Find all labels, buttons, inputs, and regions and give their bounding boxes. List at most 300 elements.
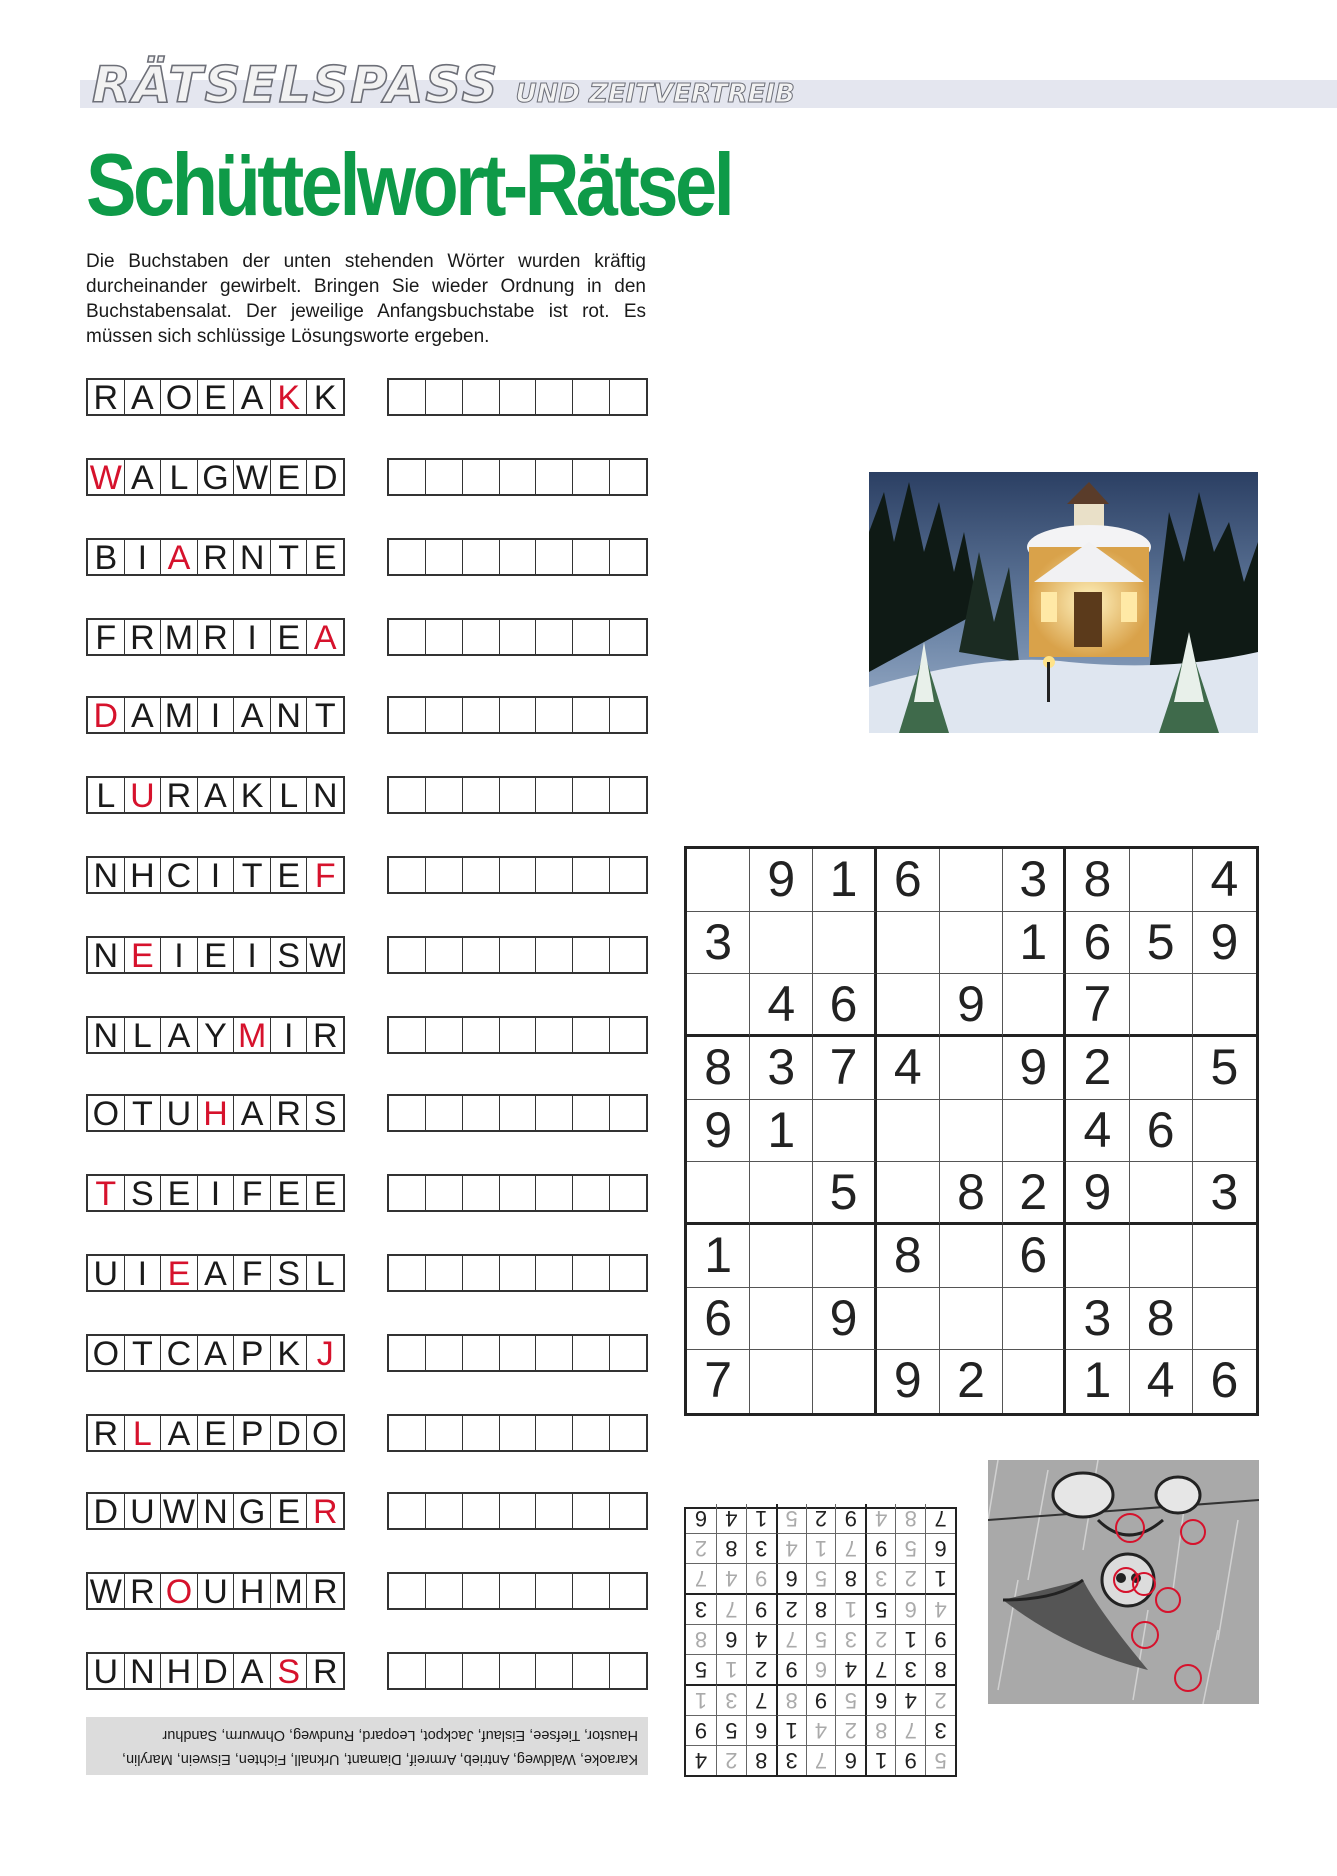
- answer-box[interactable]: [463, 858, 500, 892]
- solution-cell: 5: [925, 1745, 955, 1775]
- sudoku-cell: 7: [813, 1037, 876, 1100]
- scrambled-letter: W: [234, 460, 271, 494]
- answer-box[interactable]: [426, 1416, 463, 1450]
- solution-cell: 6: [806, 1654, 836, 1684]
- solution-cell: 9: [776, 1654, 806, 1684]
- scrambled-letter: M: [234, 1018, 271, 1052]
- scrambled-letter: N: [271, 698, 308, 732]
- scrambled-letter: E: [271, 620, 308, 654]
- answer-box[interactable]: [463, 1096, 500, 1130]
- answer-boxes[interactable]: [387, 1016, 648, 1054]
- answer-box[interactable]: [463, 1416, 500, 1450]
- answer-boxes[interactable]: [387, 1414, 648, 1452]
- scrambled-letter: A: [161, 1416, 198, 1450]
- answer-box[interactable]: [610, 1416, 646, 1450]
- answer-box[interactable]: [463, 620, 500, 654]
- sudoku-cell: 1: [1003, 912, 1066, 975]
- answer-box[interactable]: [389, 778, 426, 812]
- answer-box[interactable]: [463, 938, 500, 972]
- answer-box[interactable]: [573, 1494, 610, 1528]
- answer-boxes[interactable]: [387, 1652, 648, 1690]
- scrambled-letter: E: [198, 380, 235, 414]
- solution-cell: 1: [925, 1563, 955, 1593]
- solution-cell: 7: [686, 1563, 716, 1593]
- solution-box: [86, 1717, 648, 1775]
- answer-box[interactable]: [463, 778, 500, 812]
- sudoku-cell[interactable]: [813, 1350, 876, 1413]
- scrambled-letter: K: [313, 379, 337, 417]
- scrambled-word: [86, 1016, 345, 1054]
- scrambled-letter: N: [88, 938, 125, 972]
- answer-boxes[interactable]: [387, 618, 648, 656]
- scrambled-letter: A: [313, 619, 337, 657]
- umbrella-cartoon: [988, 1460, 1259, 1704]
- scrambled-letter: T: [314, 697, 336, 735]
- sudoku-cell[interactable]: [940, 1037, 1003, 1100]
- solution-cell: 8: [686, 1624, 716, 1654]
- answer-box[interactable]: [536, 1096, 573, 1130]
- answer-box[interactable]: [500, 1494, 537, 1528]
- sudoku-cell[interactable]: [1193, 974, 1256, 1037]
- sudoku-cell[interactable]: [750, 912, 813, 975]
- scrambled-letter: S: [271, 1256, 308, 1290]
- sudoku-cell[interactable]: [1130, 1037, 1193, 1100]
- answer-box[interactable]: [610, 858, 646, 892]
- answer-box[interactable]: [610, 1494, 646, 1528]
- scrambled-letter: U: [125, 778, 162, 812]
- sudoku-cell[interactable]: [750, 1162, 813, 1225]
- answer-box[interactable]: [500, 698, 537, 732]
- solution-cell: 4: [806, 1715, 836, 1745]
- sudoku-cell[interactable]: [750, 1225, 813, 1288]
- scrambled-letter: H: [198, 1096, 235, 1130]
- scrambled-letter: T: [271, 540, 308, 574]
- scrambled-letter: N: [198, 1494, 235, 1528]
- sudoku-cell: 5: [813, 1162, 876, 1225]
- scrambled-letter: I: [198, 1176, 235, 1210]
- answer-box[interactable]: [536, 778, 573, 812]
- answer-box[interactable]: [500, 1574, 537, 1608]
- sudoku-cell[interactable]: [940, 1225, 1003, 1288]
- sudoku-cell: 3: [1003, 849, 1066, 912]
- solution-cell: 4: [895, 1684, 925, 1715]
- scrambled-letter: A: [198, 778, 235, 812]
- solution-cell: 4: [835, 1654, 865, 1684]
- answer-box[interactable]: [463, 1574, 500, 1608]
- solution-cell: 6: [746, 1715, 776, 1745]
- answer-box[interactable]: [389, 858, 426, 892]
- answer-box[interactable]: [573, 858, 610, 892]
- scrambled-letter: S: [125, 1176, 162, 1210]
- answer-box[interactable]: [389, 1416, 426, 1450]
- answer-box[interactable]: [389, 698, 426, 732]
- answer-box[interactable]: [426, 1018, 463, 1052]
- scrambled-word: [86, 1414, 345, 1452]
- scrambled-letter: A: [234, 380, 271, 414]
- sudoku-cell[interactable]: [813, 1100, 876, 1163]
- answer-box[interactable]: [426, 620, 463, 654]
- solution-cell: 3: [925, 1715, 955, 1745]
- sudoku-cell[interactable]: [877, 974, 940, 1037]
- answer-box[interactable]: [389, 620, 426, 654]
- answer-box[interactable]: [426, 1336, 463, 1370]
- answer-box[interactable]: [610, 698, 646, 732]
- answer-boxes[interactable]: [387, 1254, 648, 1292]
- answer-box[interactable]: [536, 540, 573, 574]
- sudoku-cell[interactable]: [1066, 1225, 1129, 1288]
- answer-box[interactable]: [573, 380, 610, 414]
- answer-box[interactable]: [426, 1574, 463, 1608]
- scrambled-letter: T: [88, 1176, 125, 1210]
- sudoku-cell: 5: [1130, 912, 1193, 975]
- answer-box[interactable]: [500, 460, 537, 494]
- answer-box[interactable]: [426, 1654, 463, 1688]
- answer-boxes[interactable]: [387, 538, 648, 576]
- sudoku-cell: 9: [940, 974, 1003, 1037]
- solution-cell: 5: [895, 1533, 925, 1563]
- scrambled-letter: A: [198, 1336, 235, 1370]
- answer-box[interactable]: [389, 1654, 426, 1688]
- answer-box[interactable]: [536, 1256, 573, 1290]
- answer-boxes[interactable]: [387, 1334, 648, 1372]
- sudoku-cell[interactable]: [1003, 1288, 1066, 1351]
- answer-box[interactable]: [389, 1096, 426, 1130]
- solution-cell: 3: [776, 1745, 806, 1775]
- answer-box[interactable]: [573, 540, 610, 574]
- answer-boxes[interactable]: [387, 1492, 648, 1530]
- sudoku-cell[interactable]: [1130, 1225, 1193, 1288]
- sudoku-cell[interactable]: [750, 1288, 813, 1351]
- scrambled-letter: N: [88, 1018, 125, 1052]
- answer-box[interactable]: [463, 1176, 500, 1210]
- solution-cell: 1: [895, 1624, 925, 1654]
- answer-box[interactable]: [389, 1494, 426, 1528]
- sudoku-cell: 9: [687, 1100, 750, 1163]
- sudoku-cell: 8: [1066, 849, 1129, 912]
- sudoku-cell[interactable]: [877, 1288, 940, 1351]
- answer-box[interactable]: [389, 1018, 426, 1052]
- sudoku-cell: 6: [1130, 1100, 1193, 1163]
- answer-box[interactable]: [536, 620, 573, 654]
- answer-box[interactable]: [500, 1654, 537, 1688]
- scrambled-letter: R: [312, 1573, 338, 1611]
- sudoku-cell[interactable]: [813, 1225, 876, 1288]
- answer-box[interactable]: [389, 1336, 426, 1370]
- answer-box[interactable]: [536, 1018, 573, 1052]
- answer-box[interactable]: [610, 938, 646, 972]
- answer-box[interactable]: [573, 1654, 610, 1688]
- answer-box[interactable]: [610, 1256, 646, 1290]
- scrambled-word: [86, 696, 345, 734]
- sudoku-cell: 6: [1003, 1225, 1066, 1288]
- answer-box[interactable]: [536, 1176, 573, 1210]
- answer-box[interactable]: [463, 698, 500, 732]
- answer-box[interactable]: [463, 1494, 500, 1528]
- solution-cell: 1: [686, 1684, 716, 1715]
- sudoku-cell[interactable]: [687, 1162, 750, 1225]
- solution-cell: 9: [925, 1624, 955, 1654]
- sudoku-cell: 7: [687, 1350, 750, 1413]
- answer-box[interactable]: [463, 1336, 500, 1370]
- scrambled-letter: L: [161, 460, 198, 494]
- solution-cell: 4: [925, 1593, 955, 1624]
- brand-sub: UND ZEITVERTREIB: [515, 79, 795, 109]
- answer-box[interactable]: [610, 1574, 646, 1608]
- answer-box[interactable]: [610, 380, 646, 414]
- solution-cell: 1: [806, 1533, 836, 1563]
- sudoku-cell[interactable]: [1193, 1288, 1256, 1351]
- sudoku-cell[interactable]: [1130, 849, 1193, 912]
- scrambled-letter: G: [198, 460, 235, 494]
- scrambled-letter: R: [271, 1096, 308, 1130]
- solution-cell: 7: [746, 1684, 776, 1715]
- answer-boxes[interactable]: [387, 458, 648, 496]
- answer-box[interactable]: [610, 540, 646, 574]
- solution-cell: 8: [835, 1563, 865, 1593]
- answer-box[interactable]: [573, 620, 610, 654]
- solution-cell: 9: [686, 1715, 716, 1745]
- scrambled-letter: T: [125, 1096, 162, 1130]
- answer-box[interactable]: [610, 1018, 646, 1052]
- answer-box[interactable]: [463, 1018, 500, 1052]
- answer-boxes[interactable]: [387, 696, 648, 734]
- answer-box[interactable]: [536, 938, 573, 972]
- answer-box[interactable]: [573, 1018, 610, 1052]
- answer-box[interactable]: [500, 858, 537, 892]
- solution-cell: 4: [865, 1504, 895, 1533]
- scrambled-word: [86, 538, 345, 576]
- sudoku-cell[interactable]: [877, 912, 940, 975]
- answer-box[interactable]: [610, 1096, 646, 1130]
- solution-cell: 2: [716, 1745, 746, 1775]
- answer-boxes[interactable]: [387, 1174, 648, 1212]
- sudoku-cell: 6: [813, 974, 876, 1037]
- answer-box[interactable]: [500, 1176, 537, 1210]
- sudoku-cell: 4: [750, 974, 813, 1037]
- scrambled-letter: B: [88, 540, 125, 574]
- solution-cell: 8: [746, 1745, 776, 1775]
- solution-cell: 2: [895, 1563, 925, 1593]
- sudoku-cell[interactable]: [940, 1100, 1003, 1163]
- answer-box[interactable]: [389, 938, 426, 972]
- answer-box[interactable]: [426, 858, 463, 892]
- intro-text: Die Buchstaben der unten stehenden Wörter wurden kräftig durcheinander gewirbelt. Bringen Sie wieder Ordnung in den Buchstabensalat. Der jeweilige Anfangsbuchstabe ist rot. Es müssen sich schlüssige Lösungsworte ergeben.: [86, 251, 646, 347]
- scrambled-letter: U: [198, 1574, 235, 1608]
- sudoku-cell[interactable]: [813, 912, 876, 975]
- scrambled-letter: I: [234, 620, 271, 654]
- answer-boxes[interactable]: [387, 936, 648, 974]
- answer-box[interactable]: [573, 460, 610, 494]
- scrambled-letter: K: [271, 1336, 308, 1370]
- scrambled-letter: R: [88, 1416, 125, 1450]
- answer-box[interactable]: [500, 778, 537, 812]
- answer-box[interactable]: [426, 460, 463, 494]
- solution-cell: 2: [806, 1504, 836, 1533]
- answer-box[interactable]: [610, 778, 646, 812]
- sudoku-cell[interactable]: [1130, 1162, 1193, 1225]
- sudoku-cell: 6: [687, 1288, 750, 1351]
- answer-box[interactable]: [500, 938, 537, 972]
- sudoku-cell[interactable]: [1003, 974, 1066, 1037]
- solution-cell: 2: [686, 1533, 716, 1563]
- sudoku-cell[interactable]: [940, 912, 1003, 975]
- answer-box[interactable]: [389, 1574, 426, 1608]
- solution-cell: 4: [746, 1624, 776, 1654]
- answer-box[interactable]: [573, 778, 610, 812]
- answer-box[interactable]: [426, 698, 463, 732]
- answer-box[interactable]: [573, 1176, 610, 1210]
- answer-box[interactable]: [610, 1176, 646, 1210]
- answer-boxes[interactable]: [387, 1572, 648, 1610]
- scrambled-letter: R: [88, 380, 125, 414]
- answer-box[interactable]: [610, 460, 646, 494]
- scrambled-letter: P: [234, 1336, 271, 1370]
- solution-cell: 8: [895, 1504, 925, 1533]
- answer-box[interactable]: [536, 1416, 573, 1450]
- sudoku-cell[interactable]: [1003, 1100, 1066, 1163]
- answer-box[interactable]: [573, 1574, 610, 1608]
- scrambled-letter: E: [198, 938, 235, 972]
- scrambled-word: [86, 1254, 345, 1292]
- sudoku-cell[interactable]: [940, 849, 1003, 912]
- solution-cell: 4: [716, 1504, 746, 1533]
- answer-box[interactable]: [463, 460, 500, 494]
- scrambled-letter: T: [234, 858, 271, 892]
- answer-box[interactable]: [426, 1494, 463, 1528]
- scrambled-letter: D: [198, 1654, 235, 1688]
- answer-box[interactable]: [573, 1256, 610, 1290]
- scrambled-letter: E: [313, 539, 337, 577]
- answer-box[interactable]: [426, 1176, 463, 1210]
- answer-box[interactable]: [500, 620, 537, 654]
- answer-box[interactable]: [536, 460, 573, 494]
- solution-cell: 2: [865, 1624, 895, 1654]
- sudoku-cell[interactable]: [877, 1162, 940, 1225]
- scrambled-letter: M: [161, 698, 198, 732]
- answer-box[interactable]: [426, 540, 463, 574]
- answer-box[interactable]: [536, 698, 573, 732]
- answer-box[interactable]: [536, 1494, 573, 1528]
- answer-box[interactable]: [500, 1018, 537, 1052]
- solution-cell: 8: [776, 1684, 806, 1715]
- solution-cell: 7: [865, 1654, 895, 1684]
- answer-box[interactable]: [536, 1654, 573, 1688]
- solution-cell: 9: [895, 1745, 925, 1775]
- answer-box[interactable]: [500, 1416, 537, 1450]
- sudoku-cell[interactable]: [940, 1288, 1003, 1351]
- sudoku-cell: 9: [877, 1350, 940, 1413]
- answer-box[interactable]: [536, 1574, 573, 1608]
- scrambled-letter: R: [198, 540, 235, 574]
- sudoku-cell[interactable]: [1193, 1225, 1256, 1288]
- answer-box[interactable]: [500, 1336, 537, 1370]
- scrambled-letter: L: [88, 778, 125, 812]
- sudoku-cell[interactable]: [1193, 1100, 1256, 1163]
- answer-box[interactable]: [536, 380, 573, 414]
- scrambled-letter: E: [161, 1256, 198, 1290]
- answer-boxes[interactable]: [387, 856, 648, 894]
- sudoku-cell[interactable]: [877, 1100, 940, 1163]
- answer-box[interactable]: [463, 1654, 500, 1688]
- answer-box[interactable]: [426, 778, 463, 812]
- scrambled-letter: M: [161, 620, 198, 654]
- answer-box[interactable]: [463, 1256, 500, 1290]
- scrambled-word: [86, 618, 345, 656]
- sudoku-cell[interactable]: [1003, 1350, 1066, 1413]
- sudoku-cell[interactable]: [687, 849, 750, 912]
- answer-box[interactable]: [536, 1336, 573, 1370]
- answer-box[interactable]: [389, 1176, 426, 1210]
- sudoku-cell: 2: [1003, 1162, 1066, 1225]
- answer-box[interactable]: [573, 1336, 610, 1370]
- answer-box[interactable]: [573, 1416, 610, 1450]
- answer-box[interactable]: [573, 938, 610, 972]
- answer-box[interactable]: [500, 540, 537, 574]
- answer-boxes[interactable]: [387, 776, 648, 814]
- answer-box[interactable]: [426, 1256, 463, 1290]
- scrambled-letter: C: [161, 1336, 198, 1370]
- answer-box[interactable]: [463, 380, 500, 414]
- scrambled-letter: E: [161, 1176, 198, 1210]
- answer-box[interactable]: [389, 1256, 426, 1290]
- sudoku-cell: 9: [1003, 1037, 1066, 1100]
- scrambled-letter: I: [125, 540, 162, 574]
- scrambled-letter: R: [312, 1653, 338, 1691]
- answer-box[interactable]: [573, 1096, 610, 1130]
- sudoku-cell[interactable]: [750, 1350, 813, 1413]
- solution-cell: 9: [746, 1563, 776, 1593]
- solution-cell: 6: [895, 1593, 925, 1624]
- solution-cell: 4: [716, 1563, 746, 1593]
- answer-box[interactable]: [426, 938, 463, 972]
- solution-cell: 5: [686, 1654, 716, 1684]
- solution-cell: 9: [835, 1504, 865, 1533]
- answer-box[interactable]: [389, 540, 426, 574]
- solution-cell: 1: [865, 1745, 895, 1775]
- answer-box[interactable]: [389, 460, 426, 494]
- answer-box[interactable]: [426, 380, 463, 414]
- sudoku-cell: 2: [940, 1350, 1003, 1413]
- answer-box[interactable]: [463, 540, 500, 574]
- scrambled-letter: W: [88, 460, 125, 494]
- solution-cell: 9: [806, 1684, 836, 1715]
- sudoku-cell: 8: [940, 1162, 1003, 1225]
- answer-boxes[interactable]: [387, 378, 648, 416]
- answer-box[interactable]: [389, 380, 426, 414]
- answer-box[interactable]: [610, 620, 646, 654]
- scrambled-letter: I: [198, 858, 235, 892]
- answer-box[interactable]: [536, 858, 573, 892]
- answer-box[interactable]: [610, 1336, 646, 1370]
- answer-box[interactable]: [426, 1096, 463, 1130]
- sudoku-cell[interactable]: [1130, 974, 1193, 1037]
- scrambled-word: [86, 1572, 345, 1610]
- scrambled-letter: U: [88, 1256, 125, 1290]
- scrambled-letter: A: [234, 1654, 271, 1688]
- sudoku-cell: 4: [877, 1037, 940, 1100]
- answer-box[interactable]: [573, 698, 610, 732]
- sudoku-cell[interactable]: [687, 974, 750, 1037]
- answer-box[interactable]: [500, 1256, 537, 1290]
- scrambled-letter: W: [88, 1574, 125, 1608]
- answer-boxes[interactable]: [387, 1094, 648, 1132]
- answer-box[interactable]: [500, 1096, 537, 1130]
- answer-box[interactable]: [610, 1654, 646, 1688]
- answer-box[interactable]: [500, 380, 537, 414]
- scrambled-letter: S: [313, 1095, 337, 1133]
- sudoku-cell: 5: [1193, 1037, 1256, 1100]
- solution-cell: 9: [746, 1593, 776, 1624]
